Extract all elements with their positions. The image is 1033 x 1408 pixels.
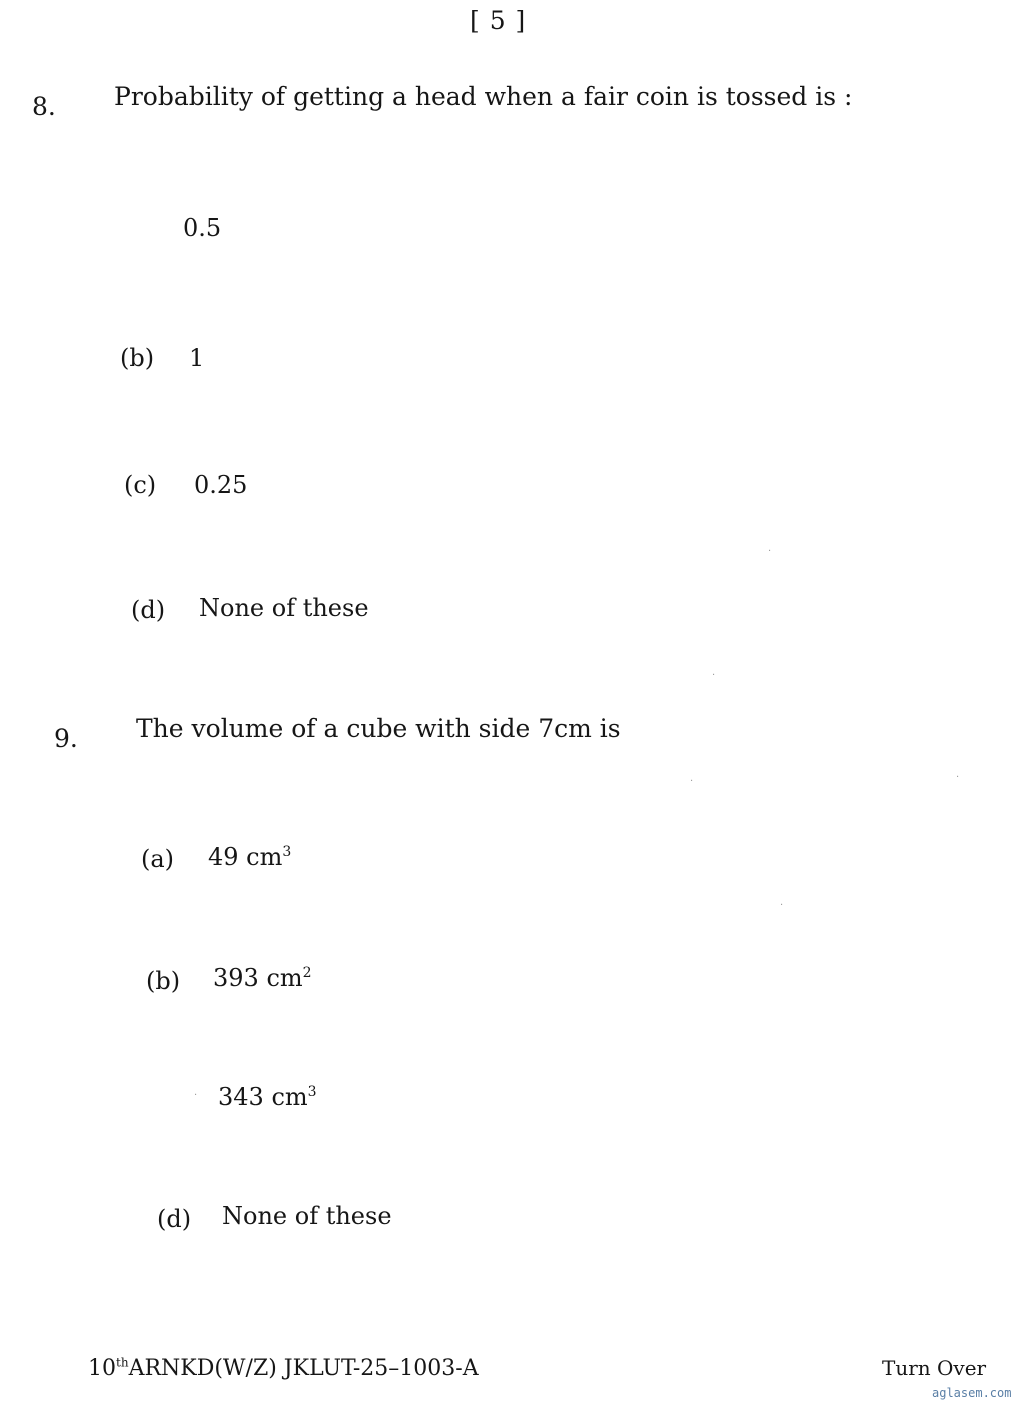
question-9-option-b-text: 393 $cm^2$ xyxy=(213,964,312,992)
watermark: aglasem.com xyxy=(932,1386,1012,1400)
question-9-option-b-label: (b) xyxy=(146,967,181,995)
question-9-option-a-text: 49 $cm^3$ xyxy=(208,843,292,871)
turn-over-label: Turn Over xyxy=(882,1356,987,1380)
page-number: [ 5 ] xyxy=(470,6,527,35)
question-8-option-b-label: (b) xyxy=(120,344,155,372)
paper-code: 10thARNKD(W/Z) JKLUT-25–1003-A xyxy=(88,1355,479,1381)
superscript: th xyxy=(116,1355,129,1370)
superscript: 3 xyxy=(282,844,292,860)
question-8-option-c-label: (c) xyxy=(124,471,157,499)
scan-speck: · xyxy=(712,670,716,681)
scan-speck: · xyxy=(780,900,784,911)
question-8-option-a-text: 0.5 xyxy=(183,214,222,242)
scan-speck: · xyxy=(194,1090,198,1101)
question-9-number: 9. xyxy=(54,724,78,753)
scan-speck: · xyxy=(768,546,772,557)
question-8-text: Probability of getting a head when a fair coin is tossed is : xyxy=(114,82,853,111)
question-8-number: 8. xyxy=(32,92,56,121)
question-9-text: The volume of a cube with side 7cm is xyxy=(136,714,621,743)
scan-speck: · xyxy=(690,776,694,787)
question-9-option-d-text: None of these xyxy=(222,1202,392,1230)
superscript: 2 xyxy=(302,965,312,981)
question-9-option-d-label: (d) xyxy=(157,1205,192,1233)
question-8-option-d-text: None of these xyxy=(199,594,369,622)
question-9-option-a-label: (a) xyxy=(141,845,175,873)
question-8-option-b-text: 1 xyxy=(189,344,205,372)
question-8-option-c-text: 0.25 xyxy=(194,471,248,499)
question-9-option-c-text: 343 $cm^3$ xyxy=(218,1083,317,1111)
question-8-option-d-label: (d) xyxy=(131,596,166,624)
scan-speck: · xyxy=(956,772,960,783)
superscript: 3 xyxy=(307,1084,317,1100)
